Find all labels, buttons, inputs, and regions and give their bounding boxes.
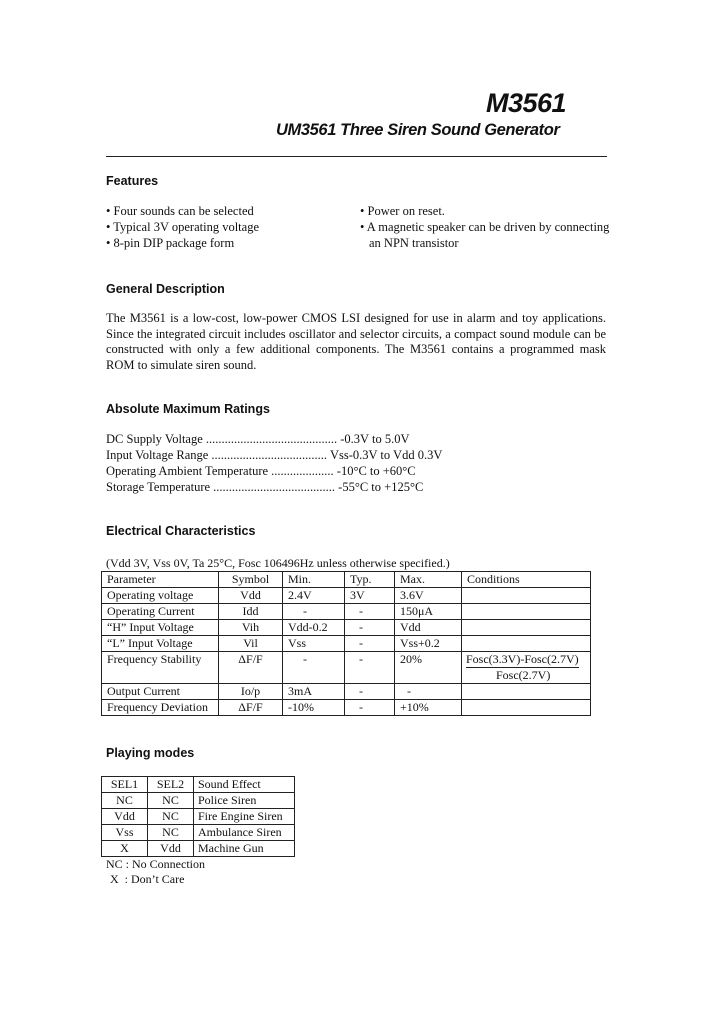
feature-item: • 8-pin DIP package form xyxy=(106,236,235,250)
table-cell: - xyxy=(345,652,395,684)
table-cell xyxy=(462,604,591,620)
rating-row: DC Supply Voltage .......................................... -0.3V to 5.0V xyxy=(106,432,410,446)
general-description-heading: General Description xyxy=(106,282,225,296)
table-cell: Vdd-0.2 xyxy=(283,620,345,636)
table-row xyxy=(102,700,591,716)
table-header-row xyxy=(102,777,295,793)
table-row xyxy=(102,588,591,604)
table-cell: - xyxy=(395,684,462,700)
table-cell: - xyxy=(283,604,345,620)
table-cell: Vss xyxy=(102,825,148,841)
table-header: Conditions xyxy=(462,572,591,588)
table-cell: 3.6V xyxy=(395,588,462,604)
table-cell: - xyxy=(345,700,395,716)
table-header: Symbol xyxy=(219,572,283,588)
table-cell: Fire Engine Siren xyxy=(194,809,295,825)
table-cell: “L” Input Voltage xyxy=(102,636,219,652)
rating-row: Input Voltage Range ..................................... Vss-0.3V to Vdd 0.3V xyxy=(106,448,443,462)
table-cell: Vss+0.2 xyxy=(395,636,462,652)
table-cell: Vdd xyxy=(219,588,283,604)
table-cell xyxy=(462,588,591,604)
table-header: Sound Effect xyxy=(194,777,295,793)
table-row xyxy=(102,825,295,841)
table-cell: - xyxy=(345,636,395,652)
stability-denominator: Fosc(2.7V) xyxy=(496,668,551,682)
electrical-heading: Electrical Characteristics xyxy=(106,524,256,538)
table-cell: Output Current xyxy=(102,684,219,700)
table-cell: ΔF/F xyxy=(219,700,283,716)
table-row xyxy=(102,684,591,700)
stability-numerator: Fosc(3.3V)-Fosc(2.7V) xyxy=(466,652,579,666)
ratings-heading: Absolute Maximum Ratings xyxy=(106,402,270,416)
table-cell: Police Siren xyxy=(194,793,295,809)
header-divider xyxy=(106,156,607,157)
table-cell: Io/p xyxy=(219,684,283,700)
table-cell: Frequency Deviation xyxy=(102,700,219,716)
table-cell: Frequency Stability xyxy=(102,652,219,684)
table-cell: ΔF/F xyxy=(219,652,283,684)
table-cell: - xyxy=(283,652,345,684)
general-description-text: The M3561 is a low-cost, low-power CMOS LSI designed for use in alarm and toy applications. Since the integrated circuit includes oscillator and selector circuits, a compact sound module can be constructed with only a few additional components. The M3561 contains a programmed mask ROM to simulate siren sound. xyxy=(106,311,606,372)
table-header: Parameter xyxy=(102,572,219,588)
feature-item: • Four sounds can be selected xyxy=(106,204,254,218)
table-row xyxy=(102,620,591,636)
rating-row: Storage Temperature ....................................... -55°C to +125°C xyxy=(106,480,424,494)
table-cell: - xyxy=(345,620,395,636)
table-header: Typ. xyxy=(345,572,395,588)
table-row xyxy=(102,636,591,652)
table-cell: Vdd xyxy=(102,809,148,825)
playing-modes-heading: Playing modes xyxy=(106,746,195,760)
table-cell: 2.4V xyxy=(283,588,345,604)
feature-item: • A magnetic speaker can be driven by connecting xyxy=(360,220,610,234)
document-subtitle: UM3561 Three Siren Sound Generator xyxy=(276,121,560,139)
electrical-conditions: (Vdd 3V, Vss 0V, Ta 25°C, Fosc 106496Hz unless otherwise specified.) xyxy=(106,556,450,570)
table-cell: NC xyxy=(148,825,194,841)
table-cell: 20% xyxy=(395,652,462,684)
playing-note: NC : No Connection xyxy=(106,857,205,871)
table-row xyxy=(102,809,295,825)
table-cell xyxy=(462,700,591,716)
table-cell: NC xyxy=(148,793,194,809)
table-cell: Vih xyxy=(219,620,283,636)
table-header: Max. xyxy=(395,572,462,588)
table-cell: 150μA xyxy=(395,604,462,620)
electrical-table xyxy=(101,571,591,716)
table-header: Min. xyxy=(283,572,345,588)
table-row xyxy=(102,604,591,620)
table-row xyxy=(102,652,591,684)
table-cell: 3mA xyxy=(283,684,345,700)
table-cell: NC xyxy=(102,793,148,809)
playing-modes-table xyxy=(101,776,295,857)
table-header-row xyxy=(102,572,591,588)
table-cell: Operating Current xyxy=(102,604,219,620)
table-cell: Vss xyxy=(283,636,345,652)
table-cell: -10% xyxy=(283,700,345,716)
table-cell: - xyxy=(345,684,395,700)
table-cell: “H” Input Voltage xyxy=(102,620,219,636)
table-cell: Ambulance Siren xyxy=(194,825,295,841)
table-cell: 3V xyxy=(345,588,395,604)
table-cell: Idd xyxy=(219,604,283,620)
table-cell: Machine Gun xyxy=(194,841,295,857)
feature-item: • Power on reset. xyxy=(360,204,445,218)
table-cell xyxy=(462,636,591,652)
table-cell: Operating voltage xyxy=(102,588,219,604)
table-cell: - xyxy=(345,604,395,620)
stability-condition-cell xyxy=(462,652,591,684)
table-cell xyxy=(462,684,591,700)
table-cell xyxy=(462,620,591,636)
table-header: SEL1 xyxy=(102,777,148,793)
playing-note: X : Don’t Care xyxy=(110,872,185,886)
part-number: M3561 xyxy=(486,88,567,118)
rating-row: Operating Ambient Temperature .................... -10°C to +60°C xyxy=(106,464,416,478)
table-row xyxy=(102,793,295,809)
table-cell: X xyxy=(102,841,148,857)
table-cell: Vil xyxy=(219,636,283,652)
table-row xyxy=(102,841,295,857)
features-heading: Features xyxy=(106,174,159,188)
table-cell: Vdd xyxy=(395,620,462,636)
feature-item: • Typical 3V operating voltage xyxy=(106,220,260,234)
table-cell: NC xyxy=(148,809,194,825)
feature-item-continued: an NPN transistor xyxy=(369,236,459,250)
table-header: SEL2 xyxy=(148,777,194,793)
table-cell: +10% xyxy=(395,700,462,716)
table-cell: Vdd xyxy=(148,841,194,857)
